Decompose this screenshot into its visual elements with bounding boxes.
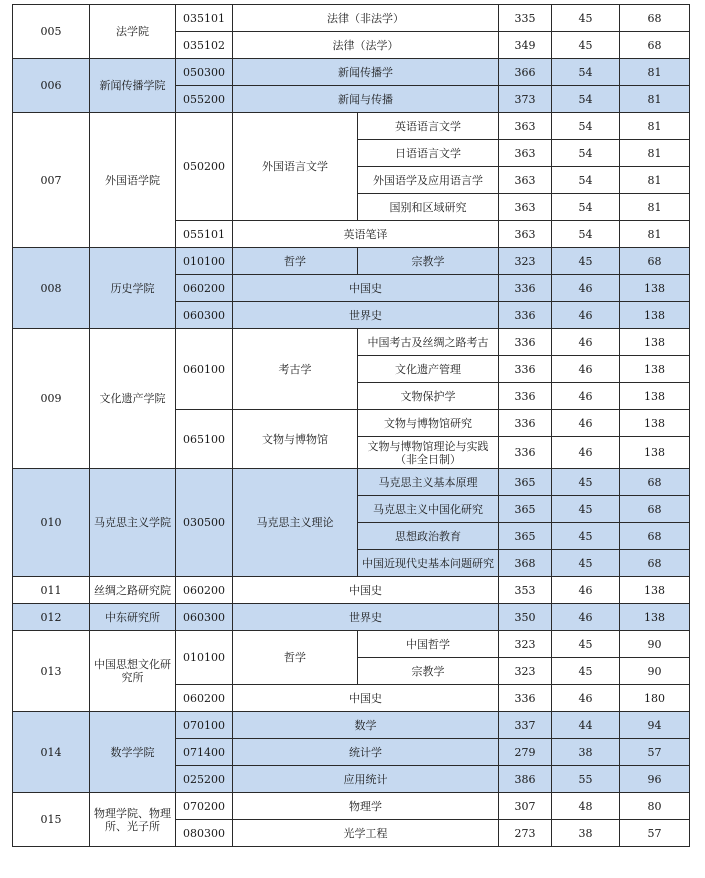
table-cell: 物理学	[233, 793, 499, 820]
table-cell: 138	[620, 356, 690, 383]
table-cell: 68	[620, 523, 690, 550]
table-cell: 54	[552, 167, 620, 194]
table-cell: 180	[620, 685, 690, 712]
table-row	[13, 5, 690, 32]
table-cell: 中国近现代史基本问题研究	[358, 550, 499, 577]
table-cell: 138	[620, 604, 690, 631]
table-cell: 54	[552, 221, 620, 248]
table-cell: 46	[552, 685, 620, 712]
table-cell: 54	[552, 113, 620, 140]
table-cell: 哲学	[233, 248, 358, 275]
table-cell: 思想政治教育	[358, 523, 499, 550]
table-row	[13, 604, 690, 631]
table-cell: 46	[552, 410, 620, 437]
table-cell: 外国语学院	[90, 113, 176, 248]
table-cell: 366	[499, 59, 552, 86]
table-row	[13, 712, 690, 739]
table-cell: 373	[499, 86, 552, 113]
table-cell: 336	[499, 383, 552, 410]
table-cell: 68	[620, 5, 690, 32]
table-cell: 336	[499, 685, 552, 712]
table-cell: 历史学院	[90, 248, 176, 329]
table-cell: 宗教学	[358, 658, 499, 685]
table-cell: 68	[620, 32, 690, 59]
table-cell: 349	[499, 32, 552, 59]
table-cell: 中国哲学	[358, 631, 499, 658]
table-cell: 81	[620, 167, 690, 194]
table-cell: 336	[499, 329, 552, 356]
table-cell: 马克思主义基本原理	[358, 469, 499, 496]
table-cell: 45	[552, 631, 620, 658]
table-cell: 365	[499, 469, 552, 496]
table-cell: 文物与博物馆研究	[358, 410, 499, 437]
table-cell: 81	[620, 194, 690, 221]
table-cell: 010100	[176, 248, 233, 275]
table-cell: 050300	[176, 59, 233, 86]
table-cell: 035102	[176, 32, 233, 59]
table-cell: 46	[552, 329, 620, 356]
table-cell: 323	[499, 248, 552, 275]
table-cell: 013	[13, 631, 90, 712]
table-cell: 中国考古及丝绸之路考古	[358, 329, 499, 356]
table-cell: 350	[499, 604, 552, 631]
table-cell: 国别和区域研究	[358, 194, 499, 221]
table-cell: 336	[499, 437, 552, 469]
table-cell: 065100	[176, 410, 233, 469]
table-cell: 46	[552, 356, 620, 383]
table-cell: 外国语言文学	[233, 113, 358, 221]
table-cell: 哲学	[233, 631, 358, 685]
table-cell: 应用统计	[233, 766, 499, 793]
table-cell: 335	[499, 5, 552, 32]
table-cell: 363	[499, 221, 552, 248]
table-cell: 新闻传播学	[233, 59, 499, 86]
score-table	[12, 4, 690, 847]
table-cell: 90	[620, 658, 690, 685]
table-cell: 060200	[176, 275, 233, 302]
table-body	[13, 5, 690, 847]
table-cell: 新闻与传播	[233, 86, 499, 113]
table-cell: 马克思主义理论	[233, 469, 358, 577]
table-cell: 007	[13, 113, 90, 248]
table-cell: 060300	[176, 604, 233, 631]
table-cell: 337	[499, 712, 552, 739]
table-cell: 55	[552, 766, 620, 793]
table-cell: 中国思想文化研究所	[90, 631, 176, 712]
table-cell: 数学学院	[90, 712, 176, 793]
table-cell: 81	[620, 221, 690, 248]
table-cell: 323	[499, 658, 552, 685]
table-cell: 统计学	[233, 739, 499, 766]
table-cell: 006	[13, 59, 90, 113]
table-cell: 46	[552, 383, 620, 410]
table-cell: 010100	[176, 631, 233, 685]
table-cell: 45	[552, 248, 620, 275]
table-cell: 57	[620, 820, 690, 847]
table-cell: 80	[620, 793, 690, 820]
table-cell: 中东研究所	[90, 604, 176, 631]
table-cell: 94	[620, 712, 690, 739]
table-cell: 38	[552, 820, 620, 847]
table-cell: 中国史	[233, 685, 499, 712]
table-cell: 48	[552, 793, 620, 820]
table-cell: 文物保护学	[358, 383, 499, 410]
table-cell: 英语语言文学	[358, 113, 499, 140]
table-cell: 015	[13, 793, 90, 847]
table-cell: 法律（法学）	[233, 32, 499, 59]
table-cell: 363	[499, 194, 552, 221]
table-cell: 138	[620, 275, 690, 302]
table-cell: 46	[552, 604, 620, 631]
table-cell: 文化遗产学院	[90, 329, 176, 469]
table-cell: 54	[552, 59, 620, 86]
table-cell: 050200	[176, 113, 233, 221]
table-cell: 文化遗产管理	[358, 356, 499, 383]
table-cell: 010	[13, 469, 90, 577]
table-cell: 055200	[176, 86, 233, 113]
table-cell: 363	[499, 167, 552, 194]
table-cell: 81	[620, 140, 690, 167]
table-cell: 138	[620, 437, 690, 469]
table-cell: 46	[552, 302, 620, 329]
table-cell: 336	[499, 302, 552, 329]
table-row	[13, 59, 690, 86]
table-cell: 68	[620, 550, 690, 577]
table-cell: 353	[499, 577, 552, 604]
table-cell: 文物与博物馆	[233, 410, 358, 469]
table-cell: 008	[13, 248, 90, 329]
table-row	[13, 469, 690, 496]
table-cell: 45	[552, 32, 620, 59]
table-cell: 273	[499, 820, 552, 847]
table-cell: 外国语学及应用语言学	[358, 167, 499, 194]
table-cell: 060100	[176, 329, 233, 410]
table-cell: 009	[13, 329, 90, 469]
table-cell: 138	[620, 302, 690, 329]
table-cell: 336	[499, 410, 552, 437]
table-cell: 035101	[176, 5, 233, 32]
table-cell: 030500	[176, 469, 233, 577]
table-cell: 138	[620, 383, 690, 410]
table-cell: 060300	[176, 302, 233, 329]
table-cell: 57	[620, 739, 690, 766]
table-row	[13, 793, 690, 820]
table-cell: 法学院	[90, 5, 176, 59]
table-cell: 363	[499, 113, 552, 140]
table-cell: 45	[552, 550, 620, 577]
table-row	[13, 577, 690, 604]
table-cell: 38	[552, 739, 620, 766]
table-cell: 138	[620, 577, 690, 604]
table-cell: 马克思主义中国化研究	[358, 496, 499, 523]
table-cell: 96	[620, 766, 690, 793]
table-cell: 81	[620, 113, 690, 140]
table-cell: 68	[620, 248, 690, 275]
table-cell: 138	[620, 329, 690, 356]
table-cell: 336	[499, 275, 552, 302]
table-cell: 45	[552, 523, 620, 550]
table-cell: 323	[499, 631, 552, 658]
table-cell: 014	[13, 712, 90, 793]
table-cell: 070100	[176, 712, 233, 739]
table-cell: 数学	[233, 712, 499, 739]
table-cell: 中国史	[233, 577, 499, 604]
table-cell: 060200	[176, 577, 233, 604]
table-cell: 54	[552, 194, 620, 221]
table-cell: 法律（非法学）	[233, 5, 499, 32]
table-cell: 070200	[176, 793, 233, 820]
table-cell: 060200	[176, 685, 233, 712]
table-cell: 336	[499, 356, 552, 383]
table-cell: 81	[620, 86, 690, 113]
table-cell: 54	[552, 140, 620, 167]
table-cell: 365	[499, 496, 552, 523]
table-cell: 279	[499, 739, 552, 766]
table-cell: 中国史	[233, 275, 499, 302]
table-cell: 54	[552, 86, 620, 113]
table-cell: 68	[620, 469, 690, 496]
table-row	[13, 113, 690, 140]
table-cell: 45	[552, 5, 620, 32]
table-cell: 宗教学	[358, 248, 499, 275]
table-cell: 080300	[176, 820, 233, 847]
table-cell: 新闻传播学院	[90, 59, 176, 113]
table-cell: 386	[499, 766, 552, 793]
table-cell: 055101	[176, 221, 233, 248]
table-cell: 英语笔译	[233, 221, 499, 248]
table-cell: 81	[620, 59, 690, 86]
table-cell: 005	[13, 5, 90, 59]
table-cell: 马克思主义学院	[90, 469, 176, 577]
table-cell: 文物与博物馆理论与实践（非全日制）	[358, 437, 499, 469]
table-cell: 世界史	[233, 604, 499, 631]
table-cell: 日语语言文学	[358, 140, 499, 167]
table-cell: 世界史	[233, 302, 499, 329]
table-row	[13, 329, 690, 356]
table-cell: 46	[552, 577, 620, 604]
table-cell: 307	[499, 793, 552, 820]
table-cell: 368	[499, 550, 552, 577]
table-row	[13, 631, 690, 658]
table-cell: 丝绸之路研究院	[90, 577, 176, 604]
table-cell: 46	[552, 275, 620, 302]
table-cell: 68	[620, 496, 690, 523]
table-cell: 363	[499, 140, 552, 167]
table-cell: 071400	[176, 739, 233, 766]
table-cell: 90	[620, 631, 690, 658]
table-cell: 46	[552, 437, 620, 469]
table-cell: 45	[552, 658, 620, 685]
table-cell: 物理学院、物理所、光子所	[90, 793, 176, 847]
table-cell: 011	[13, 577, 90, 604]
table-cell: 44	[552, 712, 620, 739]
table-cell: 考古学	[233, 329, 358, 410]
table-row	[13, 248, 690, 275]
table-cell: 45	[552, 496, 620, 523]
table-cell: 025200	[176, 766, 233, 793]
table-cell: 012	[13, 604, 90, 631]
table-cell: 光学工程	[233, 820, 499, 847]
table-cell: 138	[620, 410, 690, 437]
table-cell: 45	[552, 469, 620, 496]
table-cell: 365	[499, 523, 552, 550]
